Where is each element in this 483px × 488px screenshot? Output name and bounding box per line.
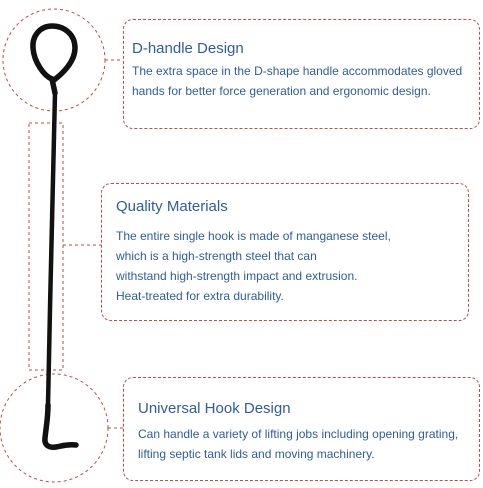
hook-line-2: lifting septic tank lids and moving machinery.: [138, 447, 375, 461]
hook-tool: [33, 26, 76, 447]
callout-title-universal-hook: Universal Hook Design: [138, 400, 291, 417]
shaft: [48, 93, 55, 405]
callout-universal-hook: [123, 377, 480, 481]
materials-line-1: The entire single hook is made of manganese steel,: [116, 229, 391, 243]
callout-body-quality-materials: [116, 226, 391, 306]
materials-line-2: which is a high-strength steel that can: [116, 249, 317, 263]
materials-line-3: withstand high-strength impact and extrusion.: [116, 269, 358, 283]
materials-line-4: Heat-treated for extra durability.: [116, 289, 284, 303]
callout-d-handle: [123, 19, 480, 129]
callout-body-d-handle: The extra space in the D-shape handle accommodates gloved hands for better force generation and ergonomic design.: [132, 64, 463, 98]
callout-quality-materials: [101, 183, 469, 321]
d-handle: [33, 26, 75, 80]
callout-title-d-handle: D-handle Design: [132, 40, 244, 57]
callout-title-quality-materials: Quality Materials: [116, 198, 228, 215]
hook-end: [45, 405, 76, 447]
hook-highlight-circle: [0, 374, 108, 482]
hook-line-1: Can handle a variety of lifting jobs including opening grating,: [138, 427, 459, 441]
shaft-highlight-box: [29, 123, 63, 370]
callout-body-universal-hook: [138, 424, 458, 464]
